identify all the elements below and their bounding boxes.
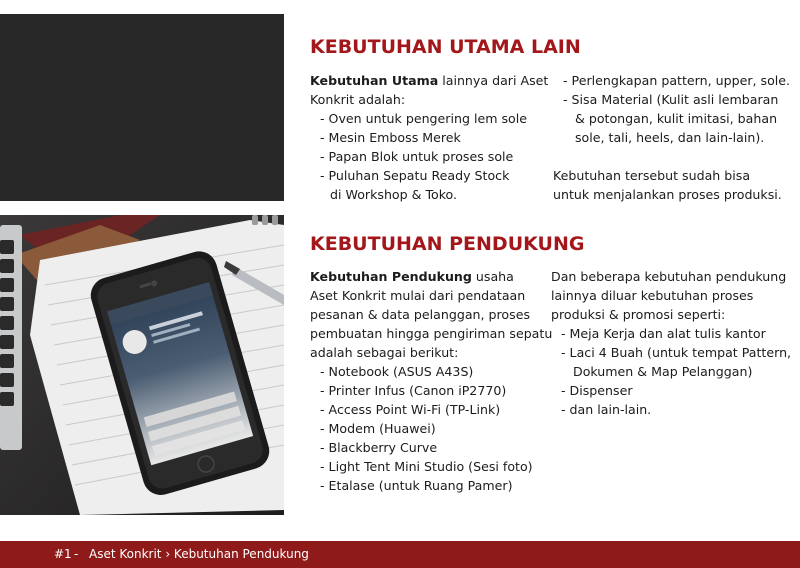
list-item: - Access Point Wi-Fi (TP-Link) [320, 402, 501, 417]
section1-left-column [310, 71, 550, 204]
section1-closing-line: Kebutuhan tersebut sudah bisa [553, 168, 751, 183]
list-item: - Puluhan Sepatu Ready Stock [320, 168, 510, 183]
section1-closing-line: untuk menjalankan proses produksi. [553, 187, 782, 202]
section2-intro [310, 267, 550, 286]
list-item: - Light Tent Mini Studio (Sesi foto) [320, 459, 533, 474]
section2-intro-line: pesanan & data pelanggan, proses [310, 307, 531, 322]
list-item: - Blackberry Curve [320, 440, 438, 455]
desk-phone-photo [0, 215, 284, 515]
section1-right-column [553, 71, 793, 204]
section2-right-intro: lainnya diluar kebutuhan proses [551, 288, 754, 303]
list-item: & potongan, kulit imitasi, bahan [575, 111, 778, 126]
list-item: - Printer Infus (Canon iP2770) [320, 383, 507, 398]
list-item: - Meja Kerja dan alat tulis kantor [561, 326, 766, 341]
section1-intro [310, 71, 550, 90]
section2-intro-rest: usaha [471, 269, 514, 284]
breadcrumb: Aset Konkrit › Kebutuhan Pendukung [89, 547, 309, 561]
list-item: - Dispenser [561, 383, 633, 398]
list-item: - Etalase (untuk Ruang Pamer) [320, 478, 513, 493]
section1-intro-rest: lainnya dari Aset [438, 73, 549, 88]
section2-right-intro: Dan beberapa kebutuhan pendukung [551, 269, 787, 284]
section2-intro-line: Aset Konkrit mulai dari pendataan [310, 288, 526, 303]
spacer [553, 147, 793, 166]
header-photo-placeholder [0, 14, 284, 201]
desk-phone-illustration [0, 215, 284, 515]
list-item: - Laci 4 Buah (untuk tempat Pattern, [561, 345, 792, 360]
footer-bar [0, 541, 800, 568]
list-item: sole, tali, heels, dan lain-lain). [575, 130, 765, 145]
list-item: - Perlengkapan pattern, upper, sole. [563, 73, 791, 88]
list-item: - dan lain-lain. [561, 402, 652, 417]
section-title-kebutuhan-pendukung: KEBUTUHAN PENDUKUNG [310, 233, 585, 255]
section2-intro-bold: Kebutuhan Pendukung [310, 269, 472, 284]
section2-right-column [551, 267, 796, 419]
section2-left-column [310, 267, 553, 495]
list-item: di Workshop & Toko. [330, 187, 458, 202]
list-item: Dokumen & Map Pelanggan) [573, 364, 753, 379]
list-item: - Oven untuk pengering lem sole [320, 111, 527, 126]
section2-right-intro: produksi & promosi seperti: [551, 307, 726, 322]
list-item: - Modem (Huawei) [320, 421, 436, 436]
section-title-kebutuhan-utama-lain: KEBUTUHAN UTAMA LAIN [310, 36, 581, 58]
list-item: - Papan Blok untuk proses sole [320, 149, 514, 164]
list-item: - Sisa Material (Kulit asli lembaran [563, 92, 779, 107]
section1-intro-bold: Kebutuhan Utama [310, 73, 439, 88]
list-item: - Mesin Emboss Merek [320, 130, 461, 145]
list-item: - Notebook (ASUS A43S) [320, 364, 474, 379]
section2-intro-line: adalah sebagai berikut: [310, 345, 459, 360]
section2-intro-line: pembuatan hingga pengiriman sepatu [310, 326, 553, 341]
footer-separator: - [74, 547, 79, 561]
page-number: #1 [54, 547, 72, 561]
section1-intro-line2: Konkrit adalah: [310, 92, 406, 107]
